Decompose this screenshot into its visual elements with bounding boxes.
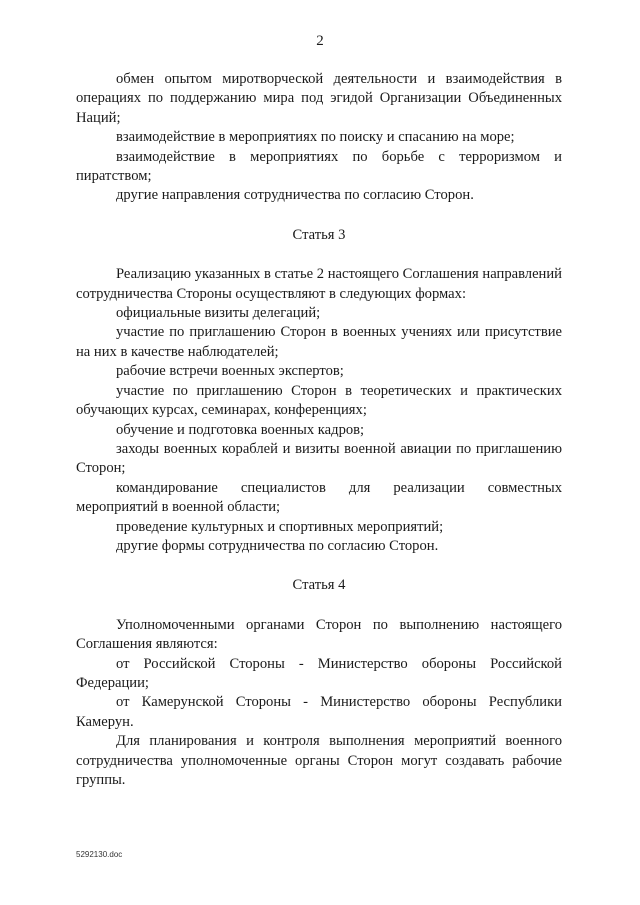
paragraph: Для планирования и контроля выполнения мероприятий военного сотрудничества уполномоченные органы Сторон могут создавать рабочие группы. <box>76 733 562 788</box>
paragraph: командирование специалистов для реализации совместных мероприятий в военной области; <box>76 479 562 516</box>
paragraph: другие направления сотрудничества по согласию Сторон. <box>116 187 474 204</box>
page-number: 2 <box>316 33 324 49</box>
paragraph: Реализацию указанных в статье 2 настоящего Соглашения направлений сотрудничества Стороны осуществляют в следующих формах: <box>76 266 562 302</box>
article-4-title: Статья 4 <box>292 577 346 594</box>
paragraph: участие по приглашению Сторон в военных учениях или присутствие на них в качестве наблюдателей; <box>76 324 562 360</box>
section-continuation <box>76 70 562 206</box>
article-3-body <box>76 265 562 556</box>
article-3-title: Статья 3 <box>292 226 346 243</box>
article-4-body <box>76 616 562 791</box>
paragraph: от Камерунской Стороны - Министерство обороны Республики Камерун. <box>76 694 562 730</box>
paragraph: другие формы сотрудничества по согласию Сторон. <box>116 537 439 554</box>
paragraph: от Российской Стороны - Министерство обороны Российской Федерации; <box>76 655 562 691</box>
paragraph: обучение и подготовка военных кадров; <box>116 421 365 438</box>
paragraph: проведение культурных и спортивных мероприятий; <box>116 518 444 535</box>
paragraph: рабочие встречи военных экспертов; <box>116 363 344 380</box>
paragraph: взаимодействие в мероприятиях по поиску и спасанию на море; <box>116 129 515 146</box>
paragraph: официальные визиты делегаций; <box>116 305 321 322</box>
paragraph: обмен опытом миротворческой деятельности и взаимодействия в операциях по поддержанию мира под эгидой Организации Объединенных Наций; <box>76 71 562 126</box>
paragraph: взаимодействие в мероприятиях по борьбе с терроризмом и пиратством; <box>76 148 562 185</box>
paragraph: Уполномоченными органами Сторон по выполнению настоящего Соглашения являются: <box>76 616 562 653</box>
file-name-footer: 5292130.doc <box>76 850 123 859</box>
paragraph: участие по приглашению Сторон в теоретических и практических обучающих курсах, семинарах, конференциях; <box>76 382 562 419</box>
paragraph: заходы военных кораблей и визиты военной авиации по приглашению Сторон; <box>76 440 562 477</box>
document-body <box>76 70 562 790</box>
